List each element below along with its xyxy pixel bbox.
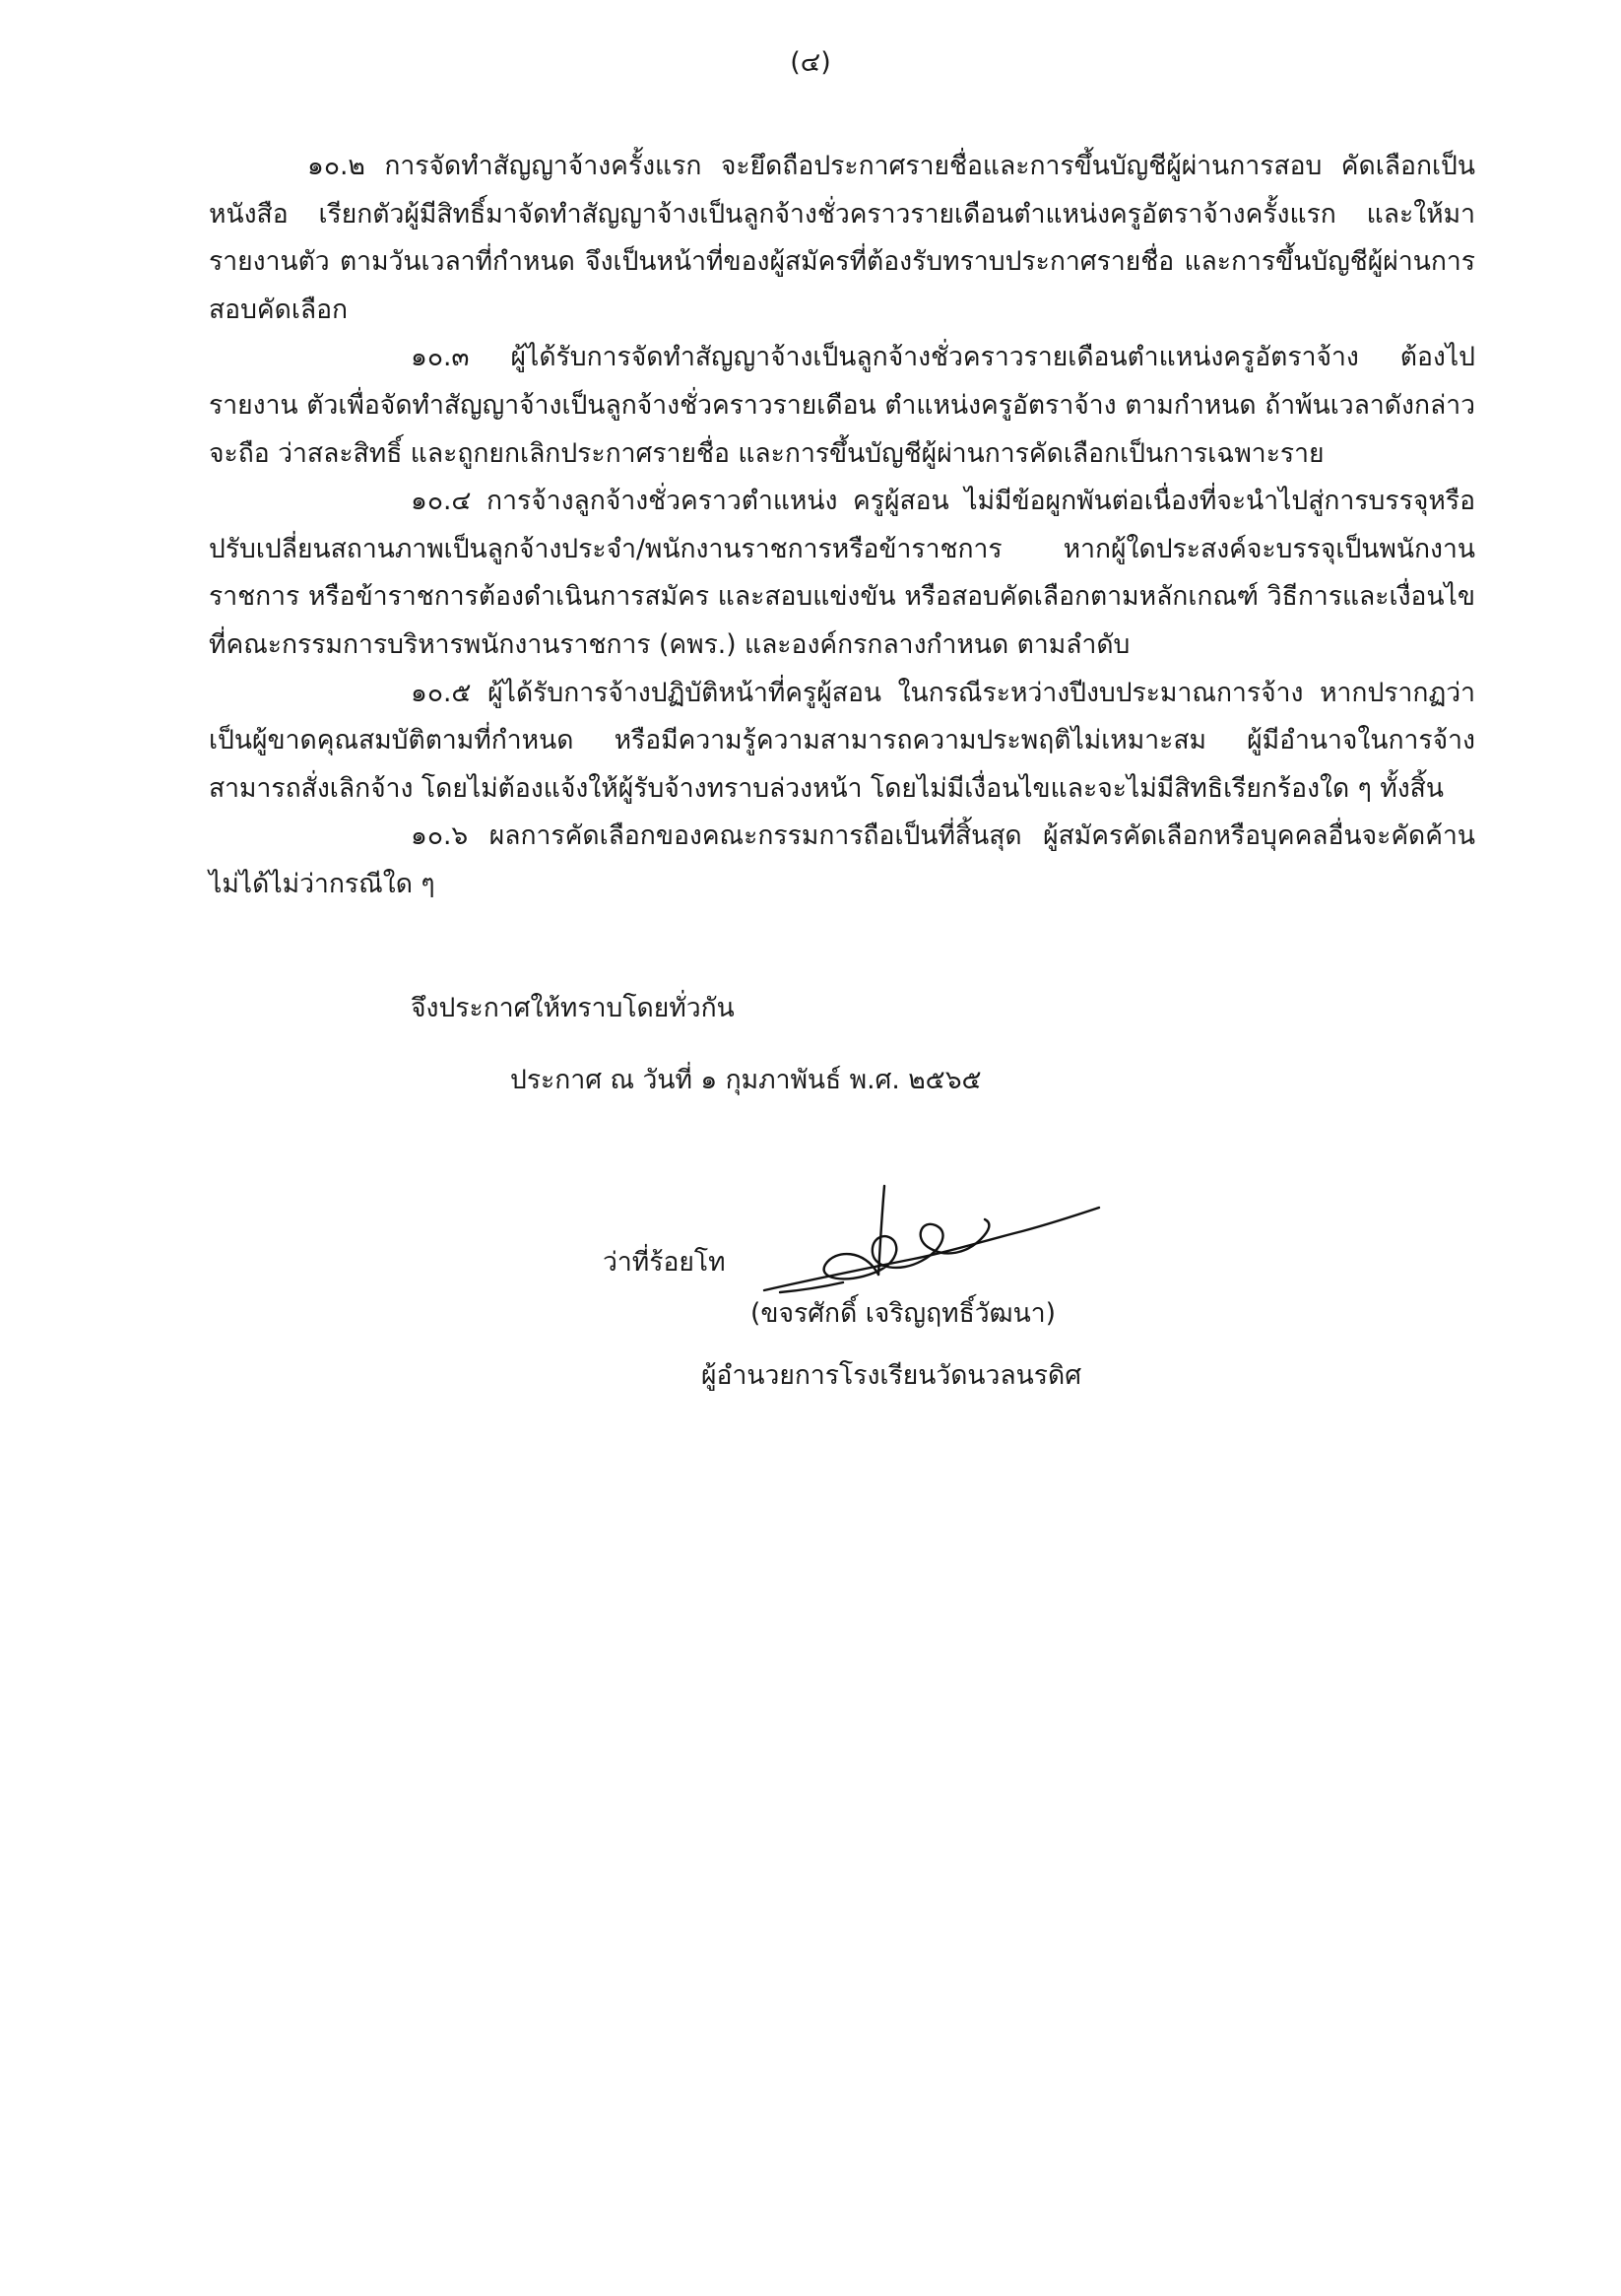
signatory-rank: ว่าที่ร้อยโท xyxy=(603,1247,726,1278)
page-number: (๔) xyxy=(790,47,831,78)
document-body xyxy=(209,143,1475,909)
signatory-title: ผู้อำนวยการโรงเรียนวัดนวลนรดิศ xyxy=(701,1360,1082,1391)
clause-10-4: ๑๐.๔ การจ้างลูกจ้างชั่วคราวตำแหน่ง ครูผู้สอน ไม่มีข้อผูกพันต่อเนื่องที่จะนำไปสู่การบรรจุหรือปรับเปลี่ยนสถานภาพเป็นลูกจ้างประจำ/พนักงานราชการหรือข้าราชการ หากผู้ใดประสงค์จะบรรจุเป็นพนักงานราชการ หรือข้าราชการต้องดำเนินการสมัคร และสอบแข่งขัน หรือสอบคัดเลือกตามหลักเกณฑ์ วิธีการและเงื่อนไขที่คณะกรรมการบริหารพนักงานราชการ (คพร.) และองค์กรกลางกำหนด ตามลำดับ xyxy=(209,486,1475,660)
clause-10-6: ๑๐.๖ ผลการคัดเลือกของคณะกรรมการถือเป็นที่สิ้นสุด ผู้สมัครคัดเลือกหรือบุคคลอื่นจะคัดค้านไม่ได้ไม่ว่ากรณีใด ๆ xyxy=(209,820,1475,899)
announcement-date: ประกาศ ณ วันที่ ๑ กุมภาพันธ์ พ.ศ. ๒๕๖๕ xyxy=(510,1065,982,1095)
announcement-text: จึงประกาศให้ทราบโดยทั่วกัน xyxy=(411,993,735,1023)
clause-10-3: ๑๐.๓ ผู้ได้รับการจัดทำสัญญาจ้างเป็นลูกจ้างชั่วคราวรายเดือนตำแหน่งครูอัตราจ้าง ต้องไปรายงาน ตัวเพื่อจัดทำสัญญาจ้างเป็นลูกจ้างชั่วคราวรายเดือน ตำแหน่งครูอัตราจ้าง ตามกำหนด ถ้าพ้นเวลาดังกล่าวจะถือ ว่าสละสิทธิ์ และถูกยกเลิกประกาศรายชื่อ และการขึ้นบัญชีผู้ผ่านการคัดเลือกเป็นการเฉพาะราย xyxy=(209,342,1475,469)
clause-10-5: ๑๐.๕ ผู้ได้รับการจ้างปฏิบัติหน้าที่ครูผู้สอน ในกรณีระหว่างปีงบประมาณการจ้าง หากปรากฏว่า เป็นผู้ขาดคุณสมบัติตามที่กำหนด หรือมีความรู้ความสามารถความประพฤติไม่เหมาะสม ผู้มีอำนาจในการจ้าง สามารถสั่งเลิกจ้าง โดยไม่ต้องแจ้งให้ผู้รับจ้างทราบล่วงหน้า โดยไม่มีเงื่อนไขและจะไม่มีสิทธิเรียกร้องใด ๆ ทั้งสิ้น xyxy=(209,677,1475,804)
clause-10-2: ๑๐.๒ การจัดทำสัญญาจ้างครั้งแรก จะยึดถือประกาศรายชื่อและการขึ้นบัญชีผู้ผ่านการสอบ คัดเลือกเป็นหนังสือ เรียกตัวผู้มีสิทธิ์มาจัดทำสัญญาจ้างเป็นลูกจ้างชั่วคราวรายเดือนตำแหน่งครูอัตราจ้างครั้งแรก และให้มารายงานตัว ตามวันเวลาที่กำหนด จึงเป็นหน้าที่ของผู้สมัครที่ต้องรับทราบประกาศรายชื่อ และการขึ้นบัญชีผู้ผ่านการสอบคัดเลือก xyxy=(209,151,1475,325)
handwritten-signature xyxy=(756,1180,1103,1304)
signatory-name: (ขจรศักดิ์ เจริญฤทธิ์วัฒนา) xyxy=(750,1298,1056,1329)
